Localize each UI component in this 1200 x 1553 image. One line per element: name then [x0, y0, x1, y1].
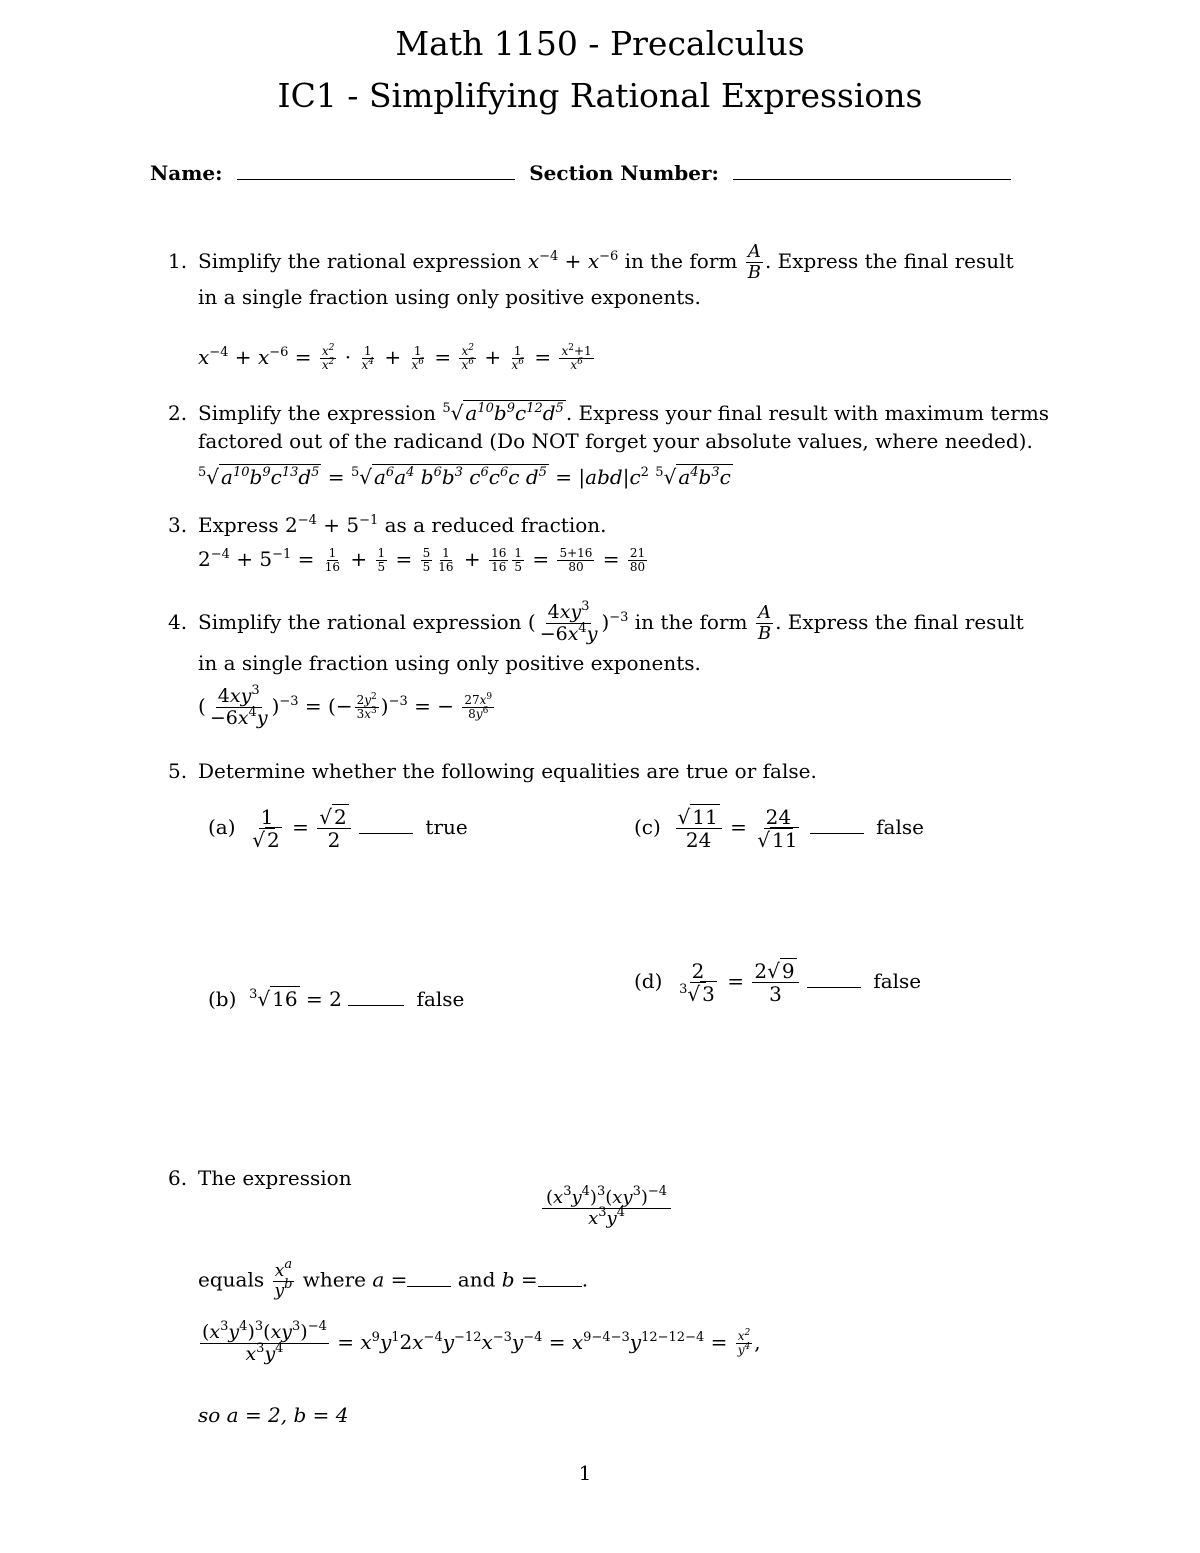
problem-1-prompt-line-2: in a single fraction using only positive exponents. — [198, 285, 701, 309]
problem-4-prompt-line-2: in a single fraction using only positive exponents. — [198, 651, 701, 675]
form-fraction: $\frac{A}{B}$ — [757, 602, 772, 644]
section-blank[interactable] — [733, 179, 1011, 180]
problem-5c: (c) $\frac{√ 11}{24}$ = $\frac{24}{√ 11}$ false — [634, 805, 924, 852]
problem-6-question: equals $\frac{x^a}{y^b}$ where a = and b = . — [198, 1257, 589, 1301]
problem-6-conclusion: so a = 2, b = 4 — [198, 1403, 349, 1427]
problem-2-prompt-line-2: factored out of the radicand (Do NOT forget your absolute values, where needed). — [198, 429, 1033, 453]
name-label: Name: — [150, 161, 223, 185]
problem-4-solution: ( $\frac{4xy^3}{-6x^4y}$ )$^{-3}$ = (− $\frac{2y^2}{3x^3}$ )$^{-3}$ = − $\frac{27x^9}{8y^6}$ — [198, 683, 493, 729]
problem-1-solution: $x^{-4} + x^{-6}$ = $\frac{x^2}{x^2}$ · $\frac{1}{x^4}$ + $\frac{1}{x^6}$ = $\frac{x^2}{x^6}$ + $\frac{1}{x^6}$ = $\frac{x^2+1}{x^6}$ — [198, 342, 592, 372]
problem-number: 3. — [168, 513, 188, 537]
a-blank[interactable] — [407, 1286, 451, 1287]
problem-2-solution: $^5$√ $a^{10}b^9c^{13}d^5 = ^5√$ $a^6a^4$ $b^6b^3$ $c^6c^6c$ $d^5 = |abd|c^2$ $^5$√ $a^4b^3c$ — [198, 465, 731, 489]
problem-6-solution: $\frac{(x^3y^4)^3(xy^3)^{-4}}{x^3y^4}$ = $x^9y^12x^{-4}y^{-12}x^{-3}y^{-4} = x^{9-4-3}y^{12-12-4}$ = $\frac{x^2}{y^4}$ , — [202, 1319, 761, 1365]
page-title-line-2: IC1 - Simplifying Rational Expressions — [277, 76, 923, 115]
problem-5b: (b) $^3$√ 16 = 2 false — [208, 987, 465, 1011]
form-fraction: $\frac{A}{B}$ — [747, 241, 761, 283]
answer-blank[interactable] — [807, 987, 861, 988]
answer-5d: false — [873, 969, 922, 993]
problem-6-expression: $\frac{(x^3y^4)^3(xy^3)^{-4}}{x^3y^4}$ — [540, 1188, 673, 1229]
page-title-line-1: Math 1150 - Precalculus — [395, 24, 805, 63]
problem-number: 1. — [168, 248, 188, 273]
problem-1-prompt: 1. Simplify the rational expression $x^{-4} + x^{-6}$ in the form $\frac{A}{B}$ . Express the final result — [168, 241, 1014, 283]
name-blank[interactable] — [237, 179, 515, 180]
answer-5a: true — [425, 815, 468, 839]
section-label: Section Number: — [529, 161, 719, 185]
problem-4-prompt: 4. Simplify the rational expression ( $\frac{4xy^3}{-6x^4y}$ )$^{-3}$ in the form $\frac{A}{B}$ . Express the final result — [168, 599, 1024, 645]
problem-number: 5. — [168, 759, 188, 783]
page-number: 1 — [578, 1461, 592, 1485]
problem-5d: (d) $\frac{2}{^3√ 3}$ = $\frac{2√ 9}{3}$ false — [634, 959, 922, 1006]
answer-blank[interactable] — [348, 1005, 404, 1006]
name-row — [150, 160, 1011, 186]
answer-5b: false — [416, 987, 465, 1011]
problem-number: 4. — [168, 609, 188, 634]
answer-blank[interactable] — [810, 833, 864, 834]
problem-number: 2. — [168, 401, 188, 425]
problem-number: 6. — [168, 1166, 188, 1190]
problem-3-solution: $2^{-4} + 5^{-1}$ = $\frac{1}{16}$ + $\frac{1}{5}$ = $\frac{5}{5}$ $\frac{1}{16}$ + $\frac{16}{16}$ $\frac{1}{5}$ = $\frac{5+16}{80}$ = $\frac{21}{80}$ — [198, 545, 646, 574]
answer-blank[interactable] — [359, 833, 413, 834]
problem-6-prompt: 6. The expression — [168, 1166, 352, 1190]
problem-2-prompt: 2. Simplify the expression $^5$√ $a^{10}b^9c^{12}d^5$ . Express your final result with maximum terms — [168, 401, 1050, 425]
problem-5a: (a) $\frac{1}{√ 2}$ = $\frac{√ 2}{2}$ true — [208, 805, 468, 852]
answer-5c: false — [876, 815, 924, 839]
b-blank[interactable] — [538, 1286, 582, 1287]
problem-3-prompt: 3. Express $2^{-4} + 5^{-1}$ as a reduced fraction. — [168, 513, 607, 537]
problem-5-prompt: 5. Determine whether the following equalities are true or false. — [168, 759, 817, 783]
